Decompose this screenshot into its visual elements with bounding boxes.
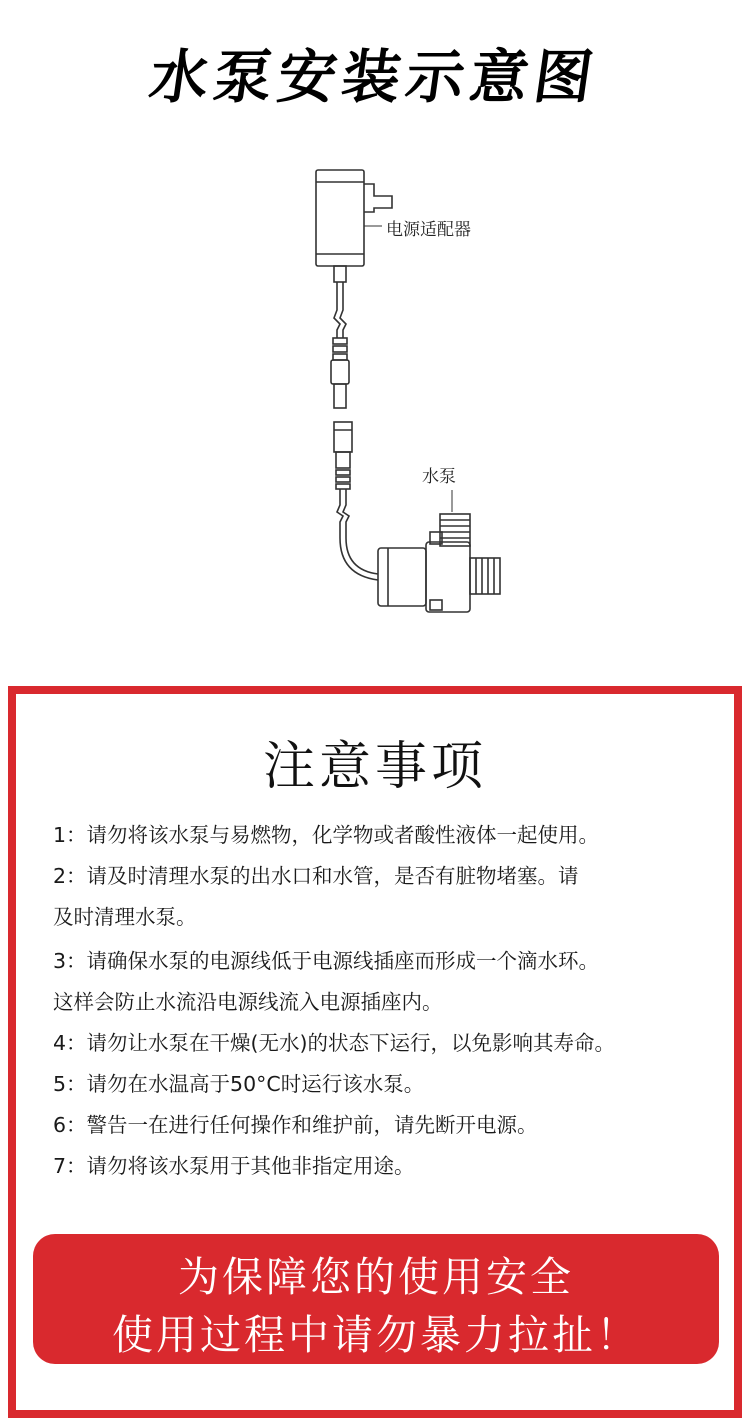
pump-outlet	[470, 558, 500, 594]
notice-item-3: 3：请确保水泵的电源线低于电源线插座而形成一个滴水环。	[53, 949, 600, 973]
notice-item-3-cont: 这样会防止水流沿电源线流入电源插座内。	[53, 990, 443, 1014]
notice-item-6: 6：警告一在进行任何操作和维护前，请先断开电源。	[53, 1113, 538, 1137]
notice-item-2: 2：请及时清理水泵的出水口和水管，是否有脏物堵塞。请	[53, 864, 579, 888]
notice-list	[53, 815, 713, 1187]
notice-item-2-cont: 及时清理水泵。	[53, 905, 197, 929]
power-adapter-body	[316, 170, 364, 266]
adapter-plug-prong	[364, 184, 392, 212]
safety-banner	[33, 1234, 719, 1364]
banner-line-1: 为保障您的使用安全	[178, 1253, 574, 1301]
pump-label: 水泵	[422, 467, 456, 487]
adapter-cable	[334, 282, 346, 338]
adapter-label: 电源适配器	[386, 220, 471, 240]
pump-cable	[337, 489, 378, 580]
notice-item-5: 5：请勿在水温高于50°C时运行该水泵。	[53, 1072, 425, 1096]
notice-item-7: 7：请勿将该水泵用于其他非指定用途。	[53, 1154, 415, 1178]
pump-body	[378, 548, 426, 606]
notice-item-1: 1：请勿将该水泵与易燃物，化学物或者酸性液体一起使用。	[53, 823, 600, 847]
dc-socket	[334, 422, 352, 452]
notice-item-4: 4：请勿让水泵在干燥(无水)的状态下运行，以免影响其寿命。	[53, 1031, 616, 1055]
dc-plug	[331, 360, 349, 384]
notice-title: 注意事项	[262, 737, 487, 797]
banner-line-2: 使用过程中请勿暴力拉扯！	[112, 1311, 640, 1359]
page-title: 水泵安装示意图	[145, 43, 604, 111]
